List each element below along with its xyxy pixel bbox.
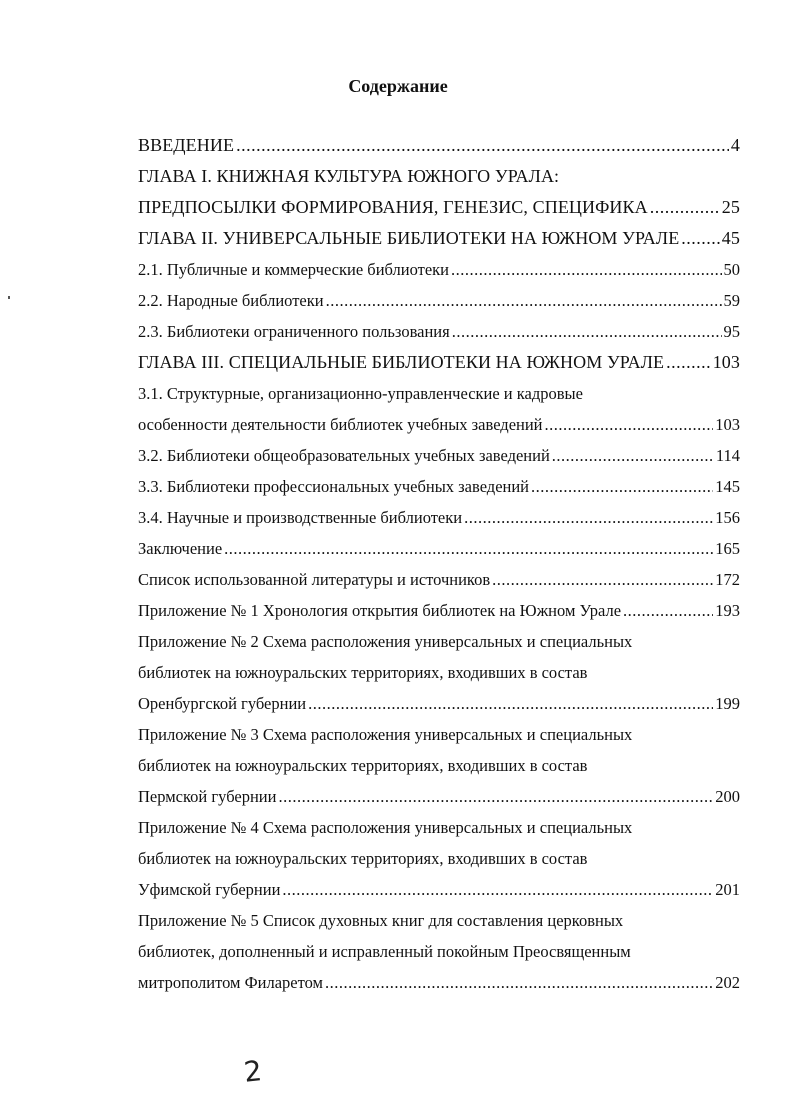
toc-page-number: 193 [715, 601, 740, 620]
dot-leader [452, 316, 722, 347]
toc-entry-line [138, 874, 740, 905]
toc-page-number: 45 [721, 228, 740, 248]
table-of-contents [138, 130, 740, 998]
toc-page-number: 201 [715, 880, 740, 899]
toc-entry-line [138, 533, 740, 564]
toc-entry-line [138, 285, 740, 316]
toc-entry-title: Оренбургской губернии [138, 694, 307, 713]
toc-page-number: 145 [715, 477, 740, 496]
toc-entry-line: Приложение № 3 Схема расположения универсальных и специальных [138, 725, 633, 744]
toc-entry-line [138, 688, 740, 719]
dot-leader [545, 409, 714, 440]
toc-entry-line [138, 347, 740, 378]
toc-entry [138, 812, 740, 905]
toc-page-number: 95 [723, 322, 740, 341]
toc-entry-line [138, 502, 740, 533]
toc-page-number: 50 [723, 260, 740, 279]
toc-entry [138, 564, 740, 595]
dot-leader [326, 285, 722, 316]
toc-entry [138, 626, 740, 719]
toc-entry-line: библиотек, дополненный и исправленный покойным Преосвященным [138, 942, 631, 961]
toc-entry-title: митрополитом Филаретом [138, 973, 323, 992]
toc-page-number: 103 [712, 352, 740, 372]
dot-leader [623, 595, 713, 626]
dot-leader [531, 471, 713, 502]
toc-entry-line: ГЛАВА I. КНИЖНАЯ КУЛЬТУРА ЮЖНОГО УРАЛА: [138, 166, 560, 186]
scan-speck [8, 296, 10, 299]
page-title: Содержание [348, 76, 448, 96]
toc-entry-title: Уфимской губернии [138, 880, 281, 899]
toc-page-number: 200 [715, 787, 740, 806]
toc-page-number: 59 [723, 291, 740, 310]
toc-entry-line: Приложение № 5 Список духовных книг для составления церковных [138, 911, 624, 930]
toc-entry [138, 595, 740, 626]
dot-leader [236, 130, 729, 161]
toc-entry-line [138, 316, 740, 347]
dot-leader [308, 688, 713, 719]
toc-entry-line [138, 781, 740, 812]
toc-page-number: 172 [715, 570, 740, 589]
toc-entry-line [138, 564, 740, 595]
toc-entry-line [138, 595, 740, 626]
toc-page-number: 202 [715, 973, 740, 992]
toc-page-number: 156 [715, 508, 740, 527]
toc-entry-line [138, 471, 740, 502]
toc-entry-line [138, 192, 740, 223]
toc-entry-line [138, 440, 740, 471]
toc-entry-line: библиотек на южноуральских территориях, входивших в состав [138, 756, 588, 775]
toc-entry-title: 2.1. Публичные и коммерческие библиотеки [138, 260, 449, 279]
dot-leader [224, 533, 713, 564]
toc-entry-title: ГЛАВА III. СПЕЦИАЛЬНЫЕ БИБЛИОТЕКИ НА ЮЖНОМ УРАЛЕ [138, 352, 665, 372]
toc-entry [138, 471, 740, 502]
toc-entry-line: 3.1. Структурные, организационно-управленческие и кадровые [138, 384, 583, 403]
toc-entry [138, 347, 740, 378]
toc-entry [138, 378, 740, 440]
dot-leader [666, 347, 711, 378]
toc-entry-title: 2.2. Народные библиотеки [138, 291, 324, 310]
toc-entry [138, 130, 740, 161]
toc-entry-line [138, 409, 740, 440]
toc-entry-title: Приложение № 1 Хронология открытия библиотек на Южном Урале [138, 601, 622, 620]
toc-entry [138, 254, 740, 285]
toc-page-number: 103 [715, 415, 740, 434]
toc-entry [138, 316, 740, 347]
toc-entry-title: Заключение [138, 539, 223, 558]
toc-entry [138, 223, 740, 254]
toc-entry [138, 533, 740, 564]
dot-leader [650, 192, 720, 223]
toc-entry [138, 719, 740, 812]
toc-entry-title: 3.2. Библиотеки общеобразовательных учебных заведений [138, 446, 550, 465]
toc-entry-line: библиотек на южноуральских территориях, входивших в состав [138, 663, 588, 682]
toc-entry-line: библиотек на южноуральских территориях, входивших в состав [138, 849, 588, 868]
toc-entry-title: Список использованной литературы и источников [138, 570, 491, 589]
dot-leader [552, 440, 714, 471]
toc-entry-title: ВВЕДЕНИЕ [138, 135, 235, 155]
dot-leader [681, 223, 720, 254]
toc-page-number: 25 [721, 197, 740, 217]
toc-entry-line [138, 130, 740, 161]
toc-entry [138, 502, 740, 533]
toc-entry [138, 161, 740, 223]
toc-page-number: 4 [730, 135, 740, 155]
dot-leader [464, 502, 713, 533]
dot-leader [278, 781, 713, 812]
toc-entry-title: особенности деятельности библиотек учебных заведений [138, 415, 543, 434]
toc-entry-title: Пермской губернии [138, 787, 277, 806]
toc-entry-title: 3.4. Научные и производственные библиотеки [138, 508, 463, 527]
handwritten-page-number: 2 [242, 1054, 264, 1089]
dot-leader [451, 254, 722, 285]
toc-entry-line [138, 254, 740, 285]
toc-page-number: 199 [715, 694, 740, 713]
toc-page-number: 165 [715, 539, 740, 558]
dot-leader [325, 967, 713, 998]
toc-entry [138, 285, 740, 316]
toc-entry-title: 3.3. Библиотеки профессиональных учебных заведений [138, 477, 530, 496]
dot-leader [282, 874, 713, 905]
toc-entry [138, 440, 740, 471]
toc-entry-title: ПРЕДПОСЫЛКИ ФОРМИРОВАНИЯ, ГЕНЕЗИС, СПЕЦИФИКА [138, 197, 648, 217]
dot-leader [492, 564, 713, 595]
toc-page-number: 114 [715, 446, 740, 465]
toc-entry-line: Приложение № 4 Схема расположения универсальных и специальных [138, 818, 633, 837]
toc-entry-line [138, 967, 740, 998]
toc-entry-line [138, 223, 740, 254]
toc-entry-title: 2.3. Библиотеки ограниченного пользования [138, 322, 450, 341]
toc-entry [138, 905, 740, 998]
toc-entry-title: ГЛАВА II. УНИВЕРСАЛЬНЫЕ БИБЛИОТЕКИ НА ЮЖНОМ УРАЛЕ [138, 228, 680, 248]
toc-entry-line: Приложение № 2 Схема расположения универсальных и специальных [138, 632, 633, 651]
